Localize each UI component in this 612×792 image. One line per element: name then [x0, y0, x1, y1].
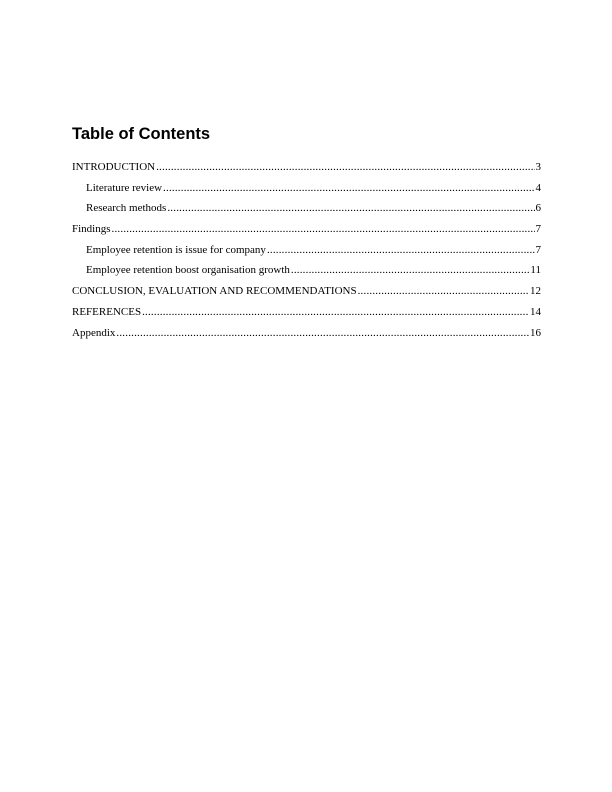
toc-dot-leader	[142, 302, 529, 323]
toc-entry-introduction[interactable]	[72, 157, 541, 178]
toc-entry-text: Appendix	[72, 326, 116, 339]
toc-entry-findings[interactable]	[72, 219, 541, 240]
toc-entry-references[interactable]	[72, 302, 541, 323]
toc-page-number: 3	[535, 161, 541, 173]
toc-page-number: 4	[535, 181, 541, 194]
toc-entry-employee-retention-issue[interactable]	[72, 240, 541, 261]
toc-entry-text: REFERENCES	[72, 305, 142, 318]
toc-entry-text: CONCLUSION, EVALUATION AND RECOMMENDATIONS	[72, 285, 357, 298]
toc-dot-leader	[167, 198, 534, 219]
toc-page-number: 11	[530, 264, 541, 277]
toc-entry-text: Employee retention boost organisation growth	[86, 264, 290, 277]
toc-page-number: 14	[530, 305, 541, 318]
toc-dot-leader	[291, 260, 530, 281]
toc-dot-leader	[358, 281, 529, 302]
toc-dot-leader	[112, 219, 535, 240]
toc-entry-employee-retention-growth[interactable]	[72, 260, 541, 281]
toc-dot-leader	[163, 178, 534, 199]
toc-entry-conclusion[interactable]	[72, 281, 541, 302]
toc-entry-text: Employee retention is issue for company	[86, 243, 266, 256]
toc-page-number: 6	[535, 202, 541, 215]
toc-page-number: 7	[535, 223, 541, 236]
toc-entry-text: INTRODUCTION	[72, 161, 156, 173]
toc-title: Table of Contents	[72, 125, 211, 143]
toc-dot-leader	[267, 240, 535, 261]
toc-page-number: 7	[535, 243, 541, 256]
toc-dot-leader	[116, 323, 529, 344]
toc-entry-text: Research methods	[86, 202, 167, 215]
toc-entry-text: Findings	[72, 223, 111, 236]
toc-entry-literature-review[interactable]	[72, 178, 541, 199]
toc-page-number: 12	[530, 285, 541, 298]
toc-entry-research-methods[interactable]	[72, 198, 541, 219]
toc-entry-appendix[interactable]	[72, 323, 541, 344]
toc-page-number: 16	[530, 326, 541, 339]
toc-list	[72, 157, 541, 343]
toc-entry-text: Literature review	[86, 181, 163, 194]
toc-dot-leader	[156, 157, 534, 178]
